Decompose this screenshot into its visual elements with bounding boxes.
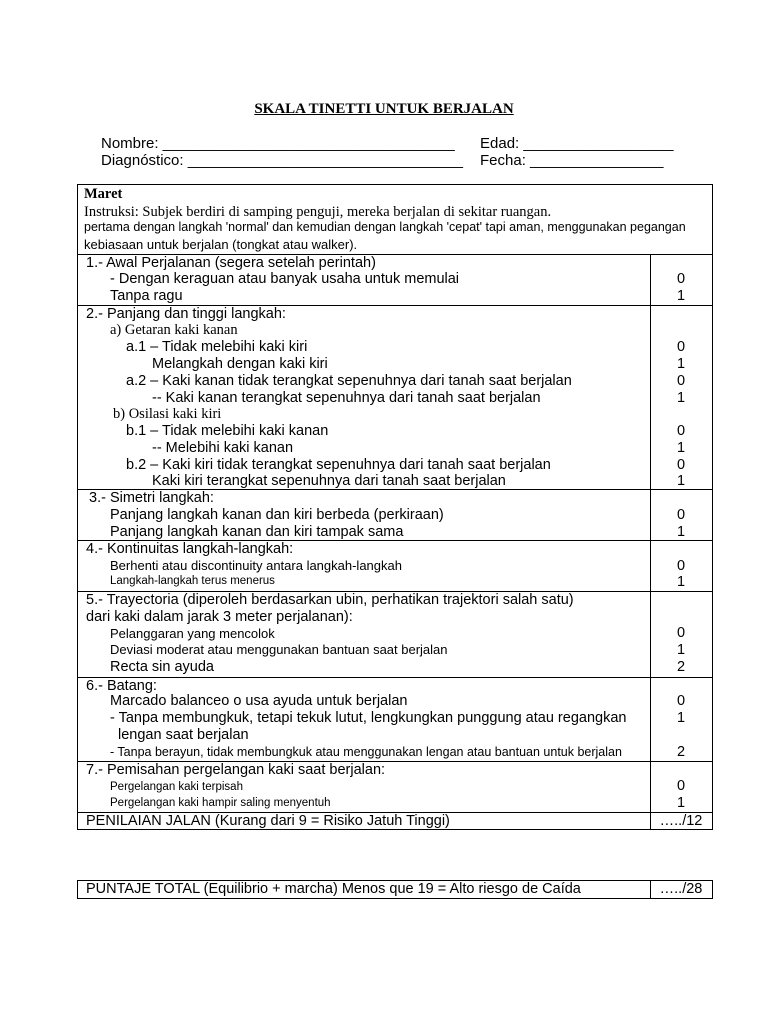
item-text: Pelanggaran yang mencolok bbox=[110, 626, 275, 641]
score-value: 1 bbox=[676, 524, 686, 540]
item-text: lengan saat berjalan bbox=[118, 727, 249, 743]
score-value: 0 bbox=[676, 423, 686, 439]
intro-instruction-2: pertama dengan langkah 'normal' dan kemudian dengan langkah 'cepat' tapi aman, menggunakan pegangan bbox=[84, 220, 686, 234]
item-text: Kaki kiri terangkat sepenuhnya dari tanah saat berjalan bbox=[152, 473, 506, 489]
section-4-title: 4.- Kontinuitas langkah-langkah: bbox=[86, 541, 294, 557]
score-value: 0 bbox=[676, 693, 686, 709]
page-title: SKALA TINETTI UNTUK BERJALAN bbox=[254, 101, 514, 117]
score-value: 1 bbox=[676, 710, 686, 726]
section-6-title: 6.- Batang: bbox=[86, 678, 157, 694]
item-text: -- Melebihi kaki kanan bbox=[152, 440, 294, 456]
item-text: a.1 – Tidak melebihi kaki kiri bbox=[126, 339, 308, 355]
item-text: - Dengan keraguan atau banyak usaha untuk memulai bbox=[110, 271, 460, 287]
score-value: 0 bbox=[676, 778, 686, 794]
score-value: 1 bbox=[676, 440, 686, 456]
score-value: 1 bbox=[676, 288, 686, 304]
score-value: 0 bbox=[676, 339, 686, 355]
item-text: Berhenti atau discontinuity antara langkah-langkah bbox=[110, 558, 402, 573]
subsection-label: a) Getaran kaki kanan bbox=[110, 322, 238, 338]
item-text: b.1 – Tidak melebihi kaki kanan bbox=[126, 423, 329, 439]
score-value: 1 bbox=[676, 795, 686, 811]
item-text: Langkah-langkah terus menerus bbox=[110, 575, 275, 587]
score-value: 0 bbox=[676, 507, 686, 523]
item-text: Deviasi moderat atau menggunakan bantuan saat berjalan bbox=[110, 642, 448, 657]
subsection-label: b) Osilasi kaki kiri bbox=[113, 406, 222, 422]
gait-total-score[interactable]: …../12 bbox=[659, 813, 703, 829]
item-text: Panjang langkah kanan dan kiri berbeda (perkiraan) bbox=[110, 507, 444, 523]
nombre-field[interactable]: Nombre: ___________________________________ bbox=[101, 135, 455, 152]
score-value: 2 bbox=[676, 659, 686, 675]
total-score-label: PUNTAJE TOTAL (Equilibrio + marcha) Menos que 19 = Alto riesgo de Caída bbox=[86, 881, 581, 897]
section-1-title: 1.- Awal Perjalanan (segera setelah perintah) bbox=[86, 255, 376, 271]
score-value: 1 bbox=[676, 473, 686, 489]
item-text: - Tanpa berayun, tidak membungkuk atau menggunakan lengan atau bantuan untuk berjalan bbox=[110, 745, 622, 759]
gait-total-label: PENILAIAN JALAN (Kurang dari 9 = Risiko Jatuh Tinggi) bbox=[86, 813, 450, 829]
item-text: Tanpa ragu bbox=[110, 288, 183, 304]
section-5-title: 5.- Trayectoria (diperoleh berdasarkan ubin, perhatikan trajektori salah satu) bbox=[86, 592, 574, 608]
intro-instruction: Instruksi: Subjek berdiri di samping penguji, mereka berjalan di sekitar ruangan. bbox=[84, 204, 552, 220]
score-value: 1 bbox=[676, 356, 686, 372]
score-value: 0 bbox=[676, 558, 686, 574]
total-score-value[interactable]: …../28 bbox=[659, 881, 703, 897]
intro-instruction-3: kebiasaan untuk berjalan (tongkat atau walker). bbox=[84, 237, 358, 252]
score-value: 2 bbox=[676, 744, 686, 760]
item-text: b.2 – Kaki kiri tidak terangkat sepenuhnya dari tanah saat berjalan bbox=[126, 457, 551, 473]
score-value: 1 bbox=[676, 642, 686, 658]
item-text: Melangkah dengan kaki kiri bbox=[152, 356, 328, 372]
item-text: - Tanpa membungkuk, tetapi tekuk lutut, lengkungkan punggung atau regangkan bbox=[110, 710, 627, 726]
section-5-title-continued: dari kaki dalam jarak 3 meter perjalanan): bbox=[86, 609, 353, 625]
diagnostico-field[interactable]: Diagnóstico: _________________________________ bbox=[101, 152, 464, 169]
item-text: Marcado balanceo o usa ayuda untuk berjalan bbox=[110, 693, 408, 709]
score-value: 0 bbox=[676, 625, 686, 641]
score-value: 0 bbox=[676, 271, 686, 287]
score-value: 0 bbox=[676, 457, 686, 473]
score-value: 1 bbox=[676, 574, 686, 590]
item-text: Panjang langkah kanan dan kiri tampak sama bbox=[110, 524, 404, 540]
item-text: -- Kaki kanan terangkat sepenuhnya dari tanah saat berjalan bbox=[152, 390, 541, 406]
item-text: Pergelangan kaki terpisah bbox=[110, 781, 243, 793]
item-text: Recta sin ayuda bbox=[110, 659, 214, 675]
section-3-title: 3.- Simetri langkah: bbox=[89, 490, 214, 506]
item-text: Pergelangan kaki hampir saling menyentuh bbox=[110, 797, 331, 809]
edad-field[interactable]: Edad: __________________ bbox=[480, 135, 674, 152]
score-value: 0 bbox=[676, 373, 686, 389]
item-text: a.2 – Kaki kanan tidak terangkat sepenuhnya dari tanah saat berjalan bbox=[126, 373, 572, 389]
section-2-title: 2.- Panjang dan tinggi langkah: bbox=[86, 306, 286, 322]
row-divider bbox=[77, 677, 713, 678]
fecha-field[interactable]: Fecha: ________________ bbox=[480, 152, 664, 169]
intro-heading: Maret bbox=[84, 186, 123, 202]
score-value: 1 bbox=[676, 390, 686, 406]
section-7-title: 7.- Pemisahan pergelangan kaki saat berjalan: bbox=[86, 762, 386, 778]
